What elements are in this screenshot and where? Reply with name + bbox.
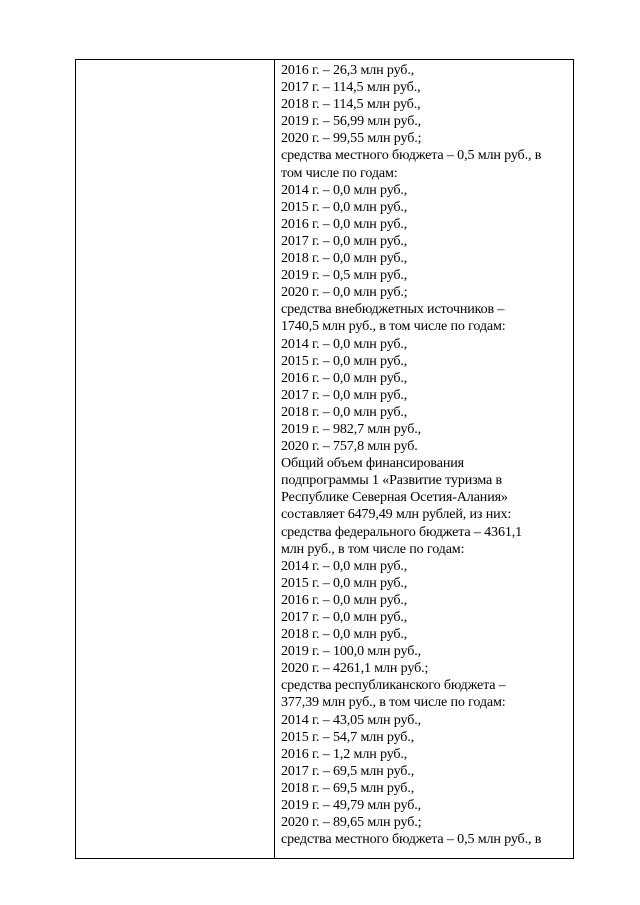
text-line: Республике Северная Осетия-Алания» — [281, 489, 508, 506]
text-line: 2016 г. – 1,2 млн руб., — [281, 745, 408, 762]
text-line: 2020 г. – 0,0 млн руб.; — [281, 284, 408, 301]
text-line: подпрограммы 1 «Развитие туризма в — [281, 472, 502, 489]
text-line: 377,39 млн руб., в том числе по годам: — [281, 694, 506, 711]
text-line: 2017 г. – 69,5 млн руб., — [281, 762, 415, 779]
text-line: 2018 г. – 0,0 млн руб., — [281, 403, 408, 420]
text-line: 2018 г. – 0,0 млн руб., — [281, 626, 408, 643]
text-line: средства республиканского бюджета – — [281, 677, 506, 694]
text-line: 2020 г. – 99,55 млн руб.; — [281, 130, 422, 147]
text-line: 2016 г. – 26,3 млн руб., — [281, 62, 415, 78]
text-line: 2020 г. – 757,8 млн руб. — [281, 438, 418, 455]
text-line: 2018 г. – 114,5 млн руб., — [281, 96, 421, 113]
table-right-column — [275, 60, 573, 858]
text-line: 2016 г. – 0,0 млн руб., — [281, 591, 408, 608]
text-line: 2017 г. – 0,0 млн руб., — [281, 386, 408, 403]
text-line: млн руб., в том числе по годам: — [281, 540, 465, 557]
text-line: составляет 6479,49 млн рублей, из них: — [281, 506, 512, 523]
text-line: том числе по годам: — [281, 164, 398, 181]
text-line: средства федерального бюджета – 4361,1 — [281, 523, 523, 540]
text-line: 2015 г. – 0,0 млн руб., — [281, 574, 408, 591]
text-line: 2019 г. – 0,5 млн руб., — [281, 267, 408, 284]
table-left-column — [76, 60, 275, 858]
text-line: 2014 г. – 43,05 млн руб., — [281, 711, 421, 728]
text-line: 2014 г. – 0,0 млн руб., — [281, 557, 408, 574]
text-line: 2015 г. – 0,0 млн руб., — [281, 198, 408, 215]
funding-text-lines — [275, 62, 573, 848]
text-line: 2017 г. – 0,0 млн руб., — [281, 609, 408, 625]
text-line: 2014 г. – 0,0 млн руб., — [281, 181, 408, 198]
text-line: 1740,5 млн руб., в том числе по годам: — [281, 318, 506, 335]
text-line: средства местного бюджета – 0,5 млн руб., в — [281, 831, 542, 848]
text-line: 2019 г. – 56,99 млн руб., — [281, 113, 421, 130]
text-line: Общий объем финансирования — [281, 455, 464, 472]
text-line: 2019 г. – 100,0 млн руб., — [281, 643, 421, 660]
text-line: 2016 г. – 0,0 млн руб., — [281, 369, 408, 386]
text-line: 2019 г. – 49,79 млн руб., — [281, 797, 421, 814]
text-line: 2020 г. – 89,65 млн руб.; — [281, 814, 422, 831]
text-line: 2015 г. – 0,0 млн руб., — [281, 352, 408, 369]
text-line: средства внебюджетных источников – — [281, 301, 505, 318]
text-line: 2020 г. – 4261,1 млн руб.; — [281, 660, 429, 677]
text-line: 2016 г. – 0,0 млн руб., — [281, 215, 408, 232]
text-line: 2017 г. – 0,0 млн руб., — [281, 232, 408, 249]
text-line: 2014 г. – 0,0 млн руб., — [281, 335, 408, 352]
document-table — [75, 59, 574, 859]
text-line: 2019 г. – 982,7 млн руб., — [281, 420, 421, 437]
text-line: 2018 г. – 69,5 млн руб., — [281, 779, 415, 796]
text-line: 2015 г. – 54,7 млн руб., — [281, 728, 415, 745]
text-line: средства местного бюджета – 0,5 млн руб., в — [281, 147, 542, 164]
text-line: 2017 г. – 114,5 млн руб., — [281, 79, 421, 96]
text-line: 2018 г. – 0,0 млн руб., — [281, 250, 408, 267]
